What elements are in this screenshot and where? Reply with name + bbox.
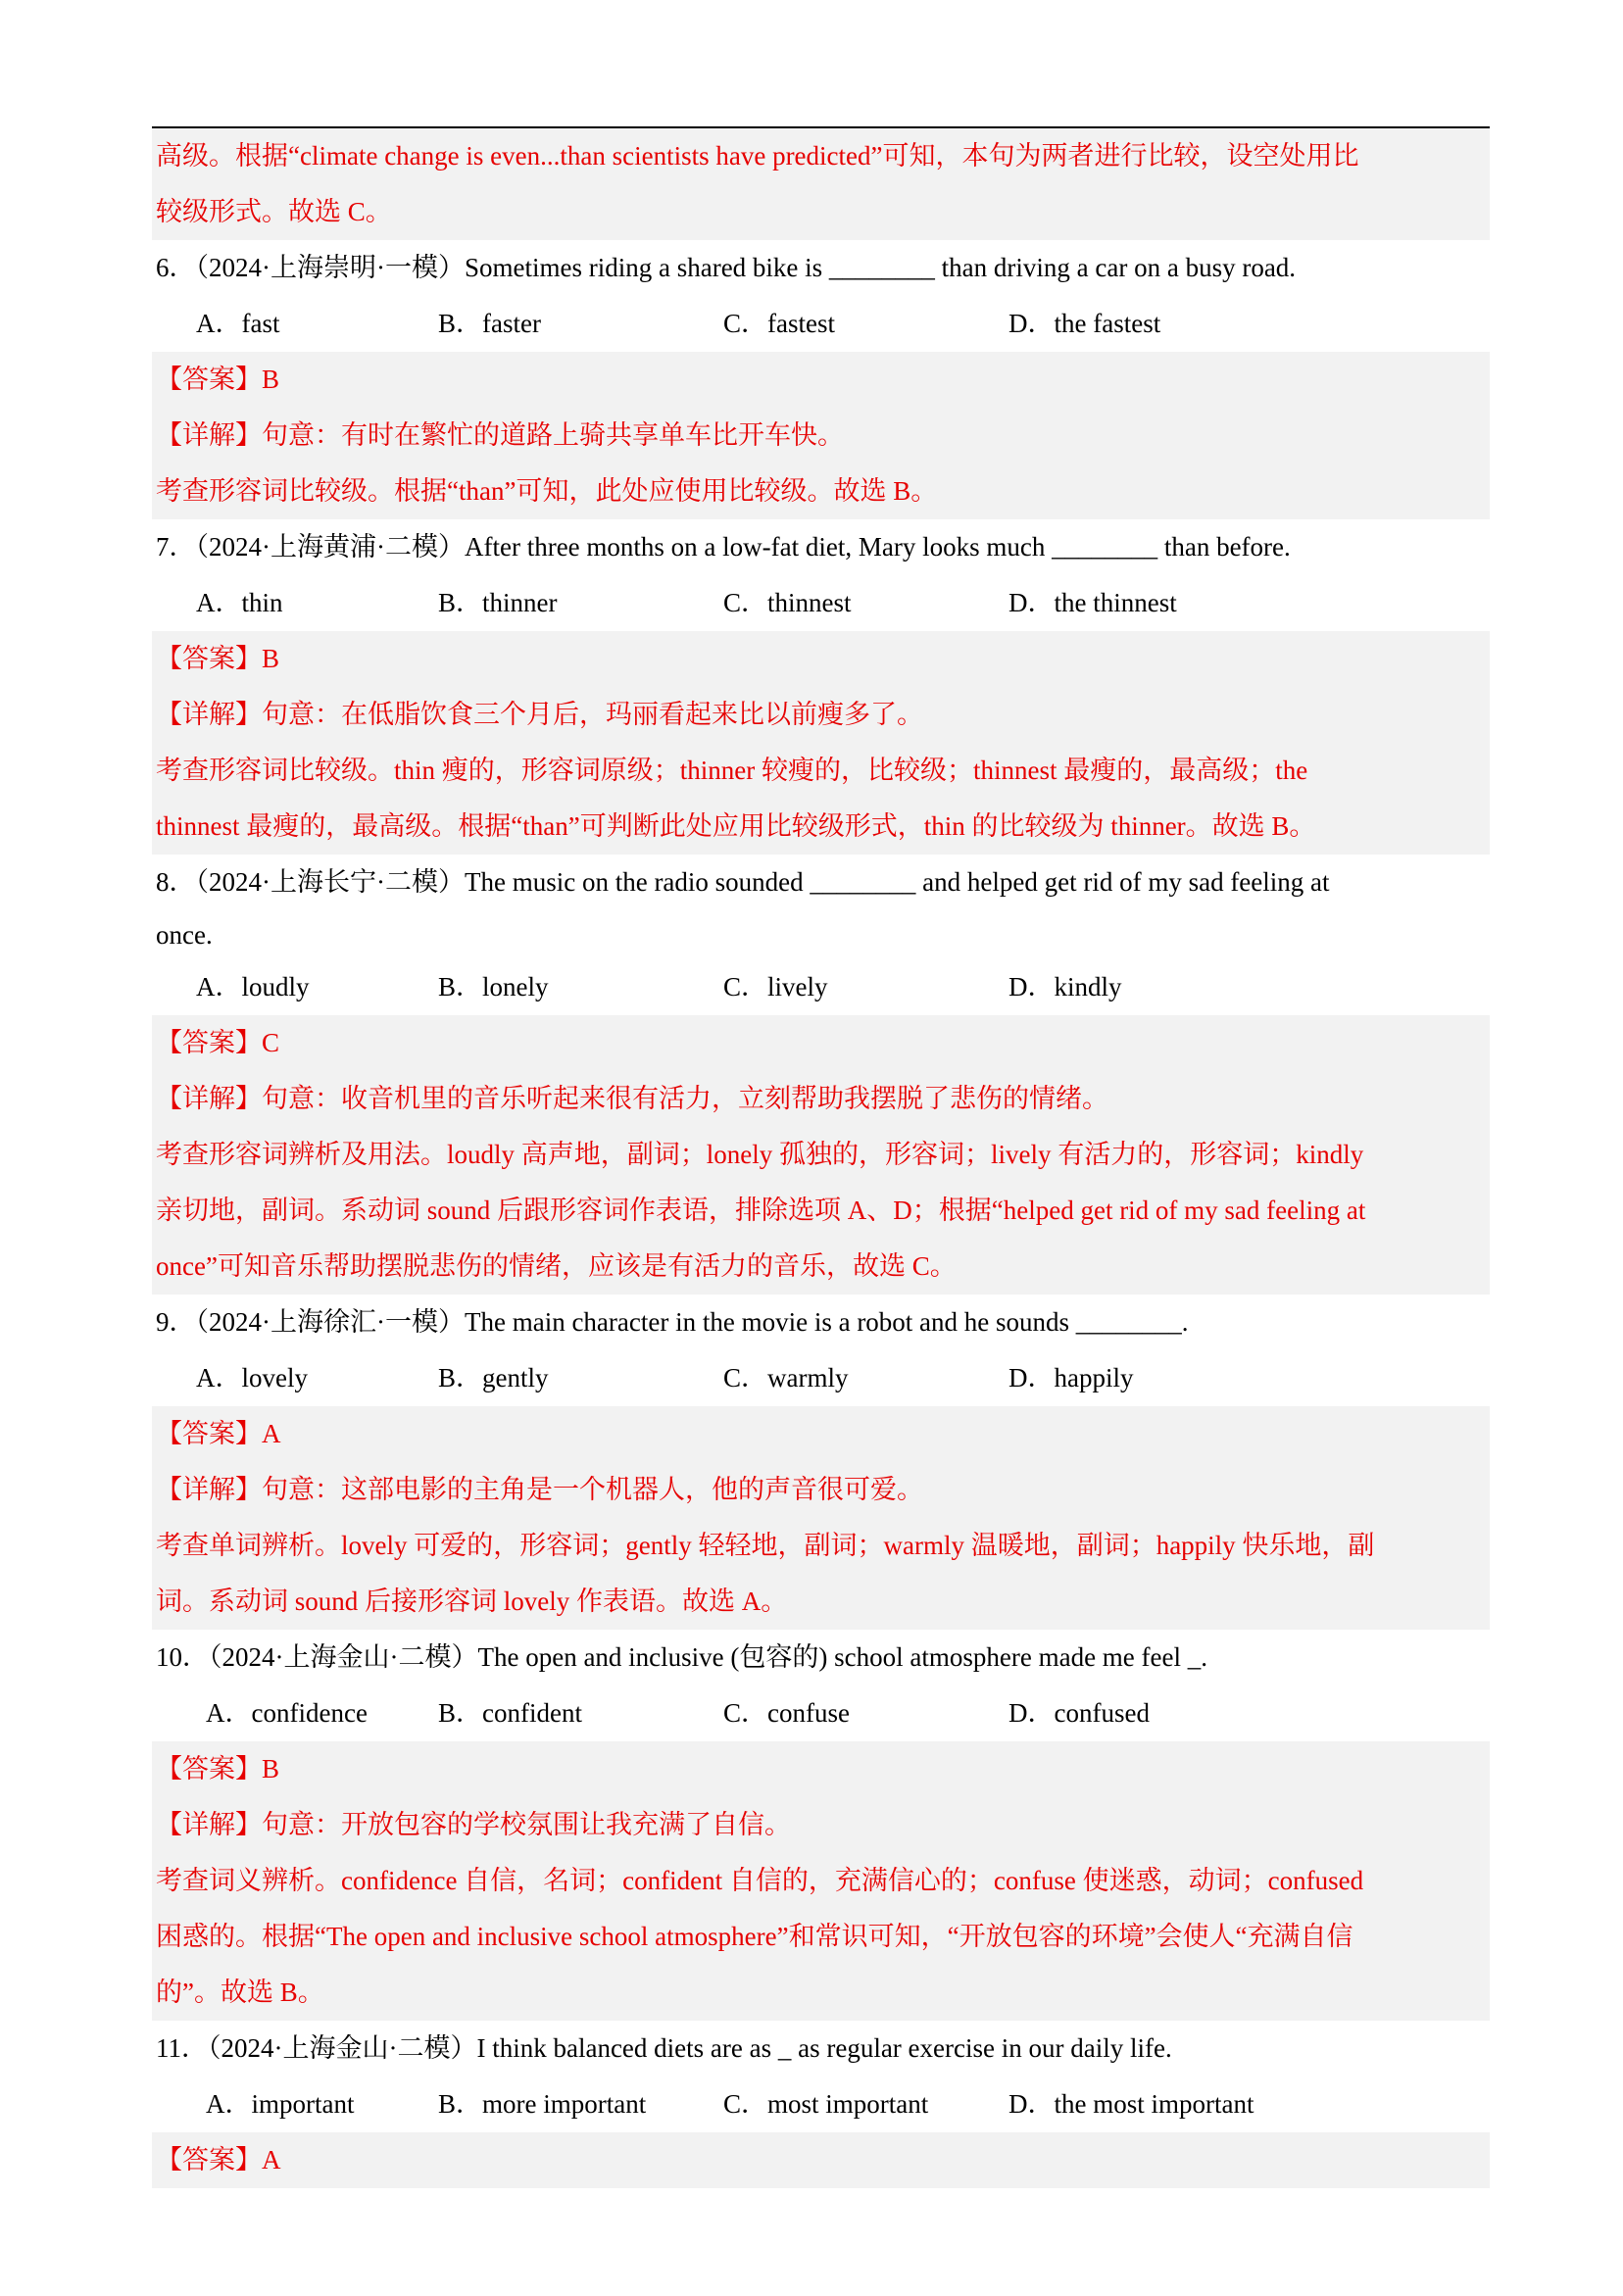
question-11 (152, 2021, 1490, 2188)
question-stem: 6．（2024·上海崇明·一模）Sometimes riding a shared bike is ________ than driving a car on a busy road. (156, 253, 1297, 282)
question-10 (152, 1630, 1490, 2021)
option-d: D．the most important (1008, 2089, 1254, 2119)
detail-line: 亲切地，副词。系动词 sound 后跟形容词作表语，排除选项 A、D；根据“helped get rid of my sad feeling at (156, 1196, 1366, 1225)
detail-line: 考查词义辨析。confidence 自信，名词；confident 自信的，充满信心的；confuse 使迷惑，动词；confused (156, 1866, 1364, 1895)
question-6 (152, 240, 1490, 519)
option-b: B．confident (438, 1698, 582, 1728)
option-c: C．lively (723, 972, 828, 1001)
detail-line: 考查形容词辨析及用法。loudly 高声地，副词；lonely 孤独的，形容词；lively 有活力的，形容词；kindly (156, 1140, 1364, 1169)
option-c: C．confuse (723, 1698, 850, 1728)
option-a: A．loudly (196, 972, 310, 1001)
options-row (152, 959, 1490, 1015)
question-9 (152, 1295, 1490, 1630)
option-d: D．the fastest (1008, 309, 1161, 338)
detail-line: 考查形容词比较级。thin 瘦的，形容词原级；thinner 较瘦的，比较级；thinnest 最瘦的，最高级；the (156, 756, 1308, 785)
options-row (152, 575, 1490, 631)
detail-line: 【详解】句意：在低脂饮食三个月后，玛丽看起来比以前瘦多了。 (156, 700, 923, 729)
answer-label: 【答案】A (156, 2145, 281, 2174)
options-row (152, 1350, 1490, 1406)
answer-block (152, 352, 1490, 519)
options-row (152, 296, 1490, 352)
question-stem-continued: once. (156, 920, 213, 950)
detail-line: 【详解】句意：有时在繁忙的道路上骑共享单车比开车快。 (156, 420, 844, 450)
detail-line: 词。系动词 sound 后接形容词 lovely 作表语。故选 A。 (156, 1587, 788, 1616)
answer-block (152, 631, 1490, 855)
answer-block (152, 1015, 1490, 1295)
detail-line: 考查单词辨析。lovely 可爱的，形容词；gently 轻轻地，副词；warmly 温暖地，副词；happily 快乐地，副 (156, 1531, 1375, 1560)
option-c: C．fastest (723, 309, 835, 338)
answer-label: 【答案】C (156, 1028, 280, 1057)
question-8 (152, 855, 1490, 1295)
option-d: D．kindly (1008, 972, 1122, 1001)
options-row (152, 2076, 1490, 2132)
question-7 (152, 519, 1490, 855)
detail-line: once”可知音乐帮助摆脱悲伤的情绪，应该是有活力的音乐，故选 C。 (156, 1251, 957, 1281)
option-d: D．confused (1008, 1698, 1150, 1728)
option-b: B．thinner (438, 588, 558, 617)
options-row (152, 1685, 1490, 1741)
detail-line: 【详解】句意：这部电影的主角是一个机器人，他的声音很可爱。 (156, 1475, 923, 1504)
question-stem: 10．（2024·上海金山·二模）The open and inclusive (包容的) school atmosphere made me feel _. (156, 1642, 1207, 1672)
question-stem: 7．（2024·上海黄浦·二模）After three months on a low-fat diet, Mary looks much ________ than before. (156, 532, 1291, 562)
answer-block (152, 1406, 1490, 1630)
option-b: B．lonely (438, 972, 549, 1001)
question-stem: 9．（2024·上海徐汇·一模）The main character in the movie is a robot and he sounds ________. (156, 1307, 1189, 1337)
answer-label: 【答案】B (156, 1754, 280, 1783)
detail-line: 【详解】句意：收音机里的音乐听起来很有活力，立刻帮助我摆脱了悲伤的情绪。 (156, 1084, 1108, 1113)
option-a: A．confidence (206, 1698, 368, 1728)
previous-explanation (152, 128, 1490, 240)
detail-line: 考查形容词比较级。根据“than”可知，此处应使用比较级。故选 B。 (156, 476, 938, 506)
answer-label: 【答案】A (156, 1419, 281, 1448)
explanation-line: 较级形式。故选 C。 (156, 197, 392, 226)
document-page (152, 126, 1490, 2188)
question-stem: 8．（2024·上海长宁·二模）The music on the radio sounded ________ and helped get rid of my sad feeling at (156, 867, 1330, 897)
explanation-line: 高级。根据“climate change is even...than scientists have predicted”可知，本句为两者进行比较，设空处用比 (156, 141, 1359, 171)
detail-line: 的”。故选 B。 (156, 1978, 324, 2007)
option-b: B．faster (438, 309, 541, 338)
detail-line: 困惑的。根据“The open and inclusive school atmosphere”和常识可知，“开放包容的环境”会使人“充满自信 (156, 1922, 1353, 1951)
option-d: D．happily (1008, 1363, 1134, 1392)
answer-block (152, 1741, 1490, 2021)
answer-label: 【答案】B (156, 365, 280, 394)
answer-label: 【答案】B (156, 644, 280, 673)
option-a: A．important (206, 2089, 355, 2119)
answer-block (152, 2132, 1490, 2188)
detail-line: 【详解】句意：开放包容的学校氛围让我充满了自信。 (156, 1810, 791, 1839)
option-c: C．thinnest (723, 588, 852, 617)
option-a: A．thin (196, 588, 283, 617)
option-c: C．warmly (723, 1363, 849, 1392)
option-b: B．more important (438, 2089, 647, 2119)
option-b: B．gently (438, 1363, 549, 1392)
detail-line: thinnest 最瘦的，最高级。根据“than”可判断此处应用比较级形式，thin 的比较级为 thinner。故选 B。 (156, 811, 1316, 841)
option-d: D．the thinnest (1008, 588, 1177, 617)
option-a: A．lovely (196, 1363, 308, 1392)
option-c: C．most important (723, 2089, 929, 2119)
question-stem: 11．（2024·上海金山·二模）I think balanced diets are as _ as regular exercise in our daily life. (156, 2033, 1172, 2063)
option-a: A．fast (196, 309, 280, 338)
